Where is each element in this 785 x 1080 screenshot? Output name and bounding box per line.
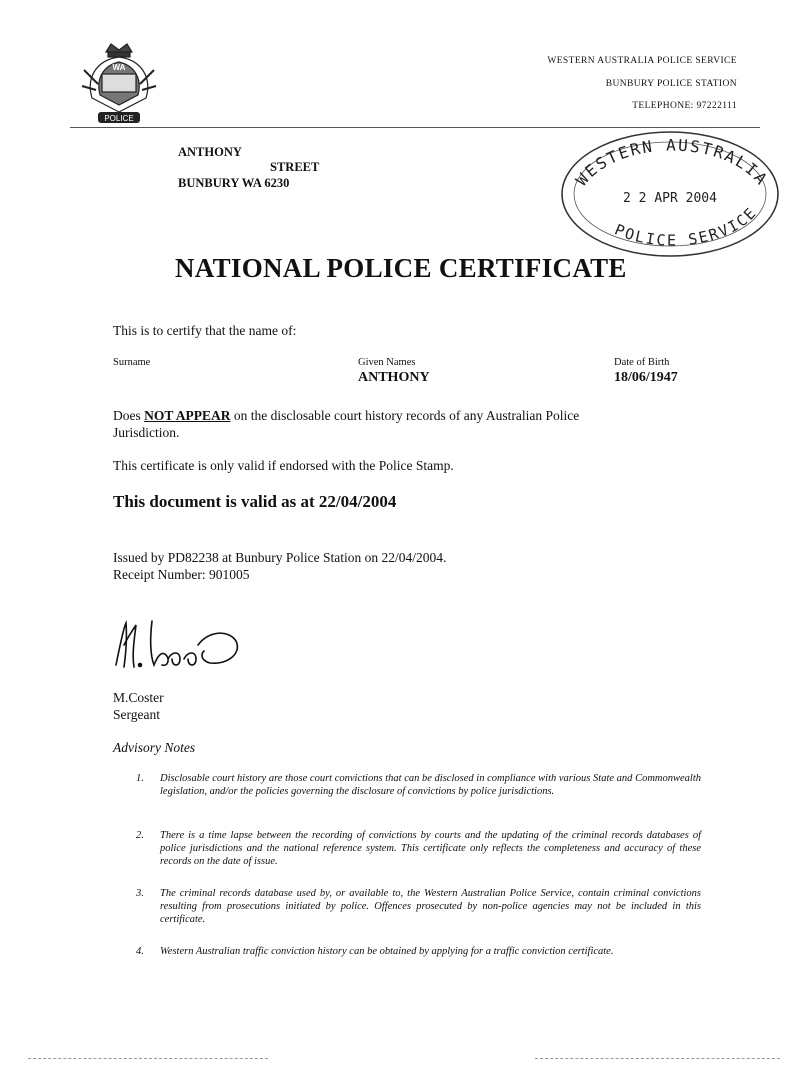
note-number: 3. <box>136 888 144 899</box>
note-text: The criminal records database used by, or available to, the Western Australian Police Service, contain criminal convictions resulting from prosecutions initiated by police. Offences prosecuted by non-police agencies may not be included in this certificate. <box>160 888 701 925</box>
advisory-notes-title: Advisory Notes <box>113 740 196 755</box>
police-crest-logo <box>78 40 160 130</box>
result-statement <box>113 407 693 441</box>
note-text: Western Australian traffic conviction history can be obtained by applying for a traffic conviction certificate. <box>160 946 614 957</box>
result-line-2: Jurisdiction. <box>113 425 180 440</box>
signatory-rank: Sergeant <box>113 707 160 722</box>
result-emphasis: NOT APPEAR <box>144 408 231 423</box>
crest-initials: WA <box>112 63 126 72</box>
note-text: There is a time lapse between the recording of convictions by courts and the updating of the criminal records databases of police jurisdictions and the national reference system. This certificate only reflects the completeness and accuracy of these records on the date of issue. <box>160 830 701 867</box>
service-name: WESTERN AUSTRALIA POLICE SERVICE <box>547 56 737 66</box>
crest-banner-text: POLICE <box>104 114 134 123</box>
svg-text:WESTERN AUSTRALIA <box>572 135 772 189</box>
station-telephone: TELEPHONE: 97222111 <box>632 101 737 111</box>
note-text: Disclosable court history are those court convictions that can be disclosed in compliance with various State and Commonwealth legislation, and/or the policies governing the disclosure of convictions by police jurisdictions. <box>160 773 701 797</box>
issued-by: Issued by PD82238 at Bunbury Police Station on 22/04/2004. <box>113 550 447 565</box>
note-number: 4. <box>136 946 144 957</box>
advisory-note <box>136 887 701 926</box>
note-number: 1. <box>136 773 144 784</box>
footer-rule-right <box>535 1058 780 1059</box>
stamp-bottom-text: POLICE SERVICE <box>611 203 761 250</box>
receipt-number: Receipt Number: 901005 <box>113 567 250 582</box>
result-prefix: Does <box>113 408 141 423</box>
police-stamp <box>552 122 782 270</box>
station-name: BUNBURY POLICE STATION <box>605 79 737 89</box>
page-title: NATIONAL POLICE CERTIFICATE <box>175 253 627 283</box>
signature <box>110 615 250 675</box>
given-names-value: ANTHONY <box>358 370 430 385</box>
note-number: 2. <box>136 830 144 841</box>
address-line-3: BUNBURY WA 6230 <box>178 176 290 190</box>
valid-as-at: This document is valid as at 22/04/2004 <box>113 492 397 511</box>
dob-label: Date of Birth <box>614 357 670 368</box>
stamp-top-text: WESTERN AUSTRALIA <box>571 135 773 190</box>
result-suffix: on the disclosable court history records of any Australian Police <box>233 408 580 423</box>
given-names-label: Given Names <box>358 357 416 368</box>
address-line-2: STREET <box>270 160 320 174</box>
footer-rule-left <box>28 1058 268 1059</box>
validity-note: This certificate is only valid if endorsed with the Police Stamp. <box>113 458 454 473</box>
dob-value: 18/06/1947 <box>614 370 678 385</box>
signatory-name: M.Coster <box>113 690 164 705</box>
advisory-note <box>136 945 701 958</box>
advisory-note <box>136 772 701 798</box>
certify-statement: This is to certify that the name of: <box>113 323 297 338</box>
stamp-date: 2 2 APR 2004 <box>623 191 717 206</box>
address-line-1: ANTHONY <box>178 145 242 159</box>
advisory-note <box>136 829 701 868</box>
surname-label: Surname <box>113 357 151 368</box>
